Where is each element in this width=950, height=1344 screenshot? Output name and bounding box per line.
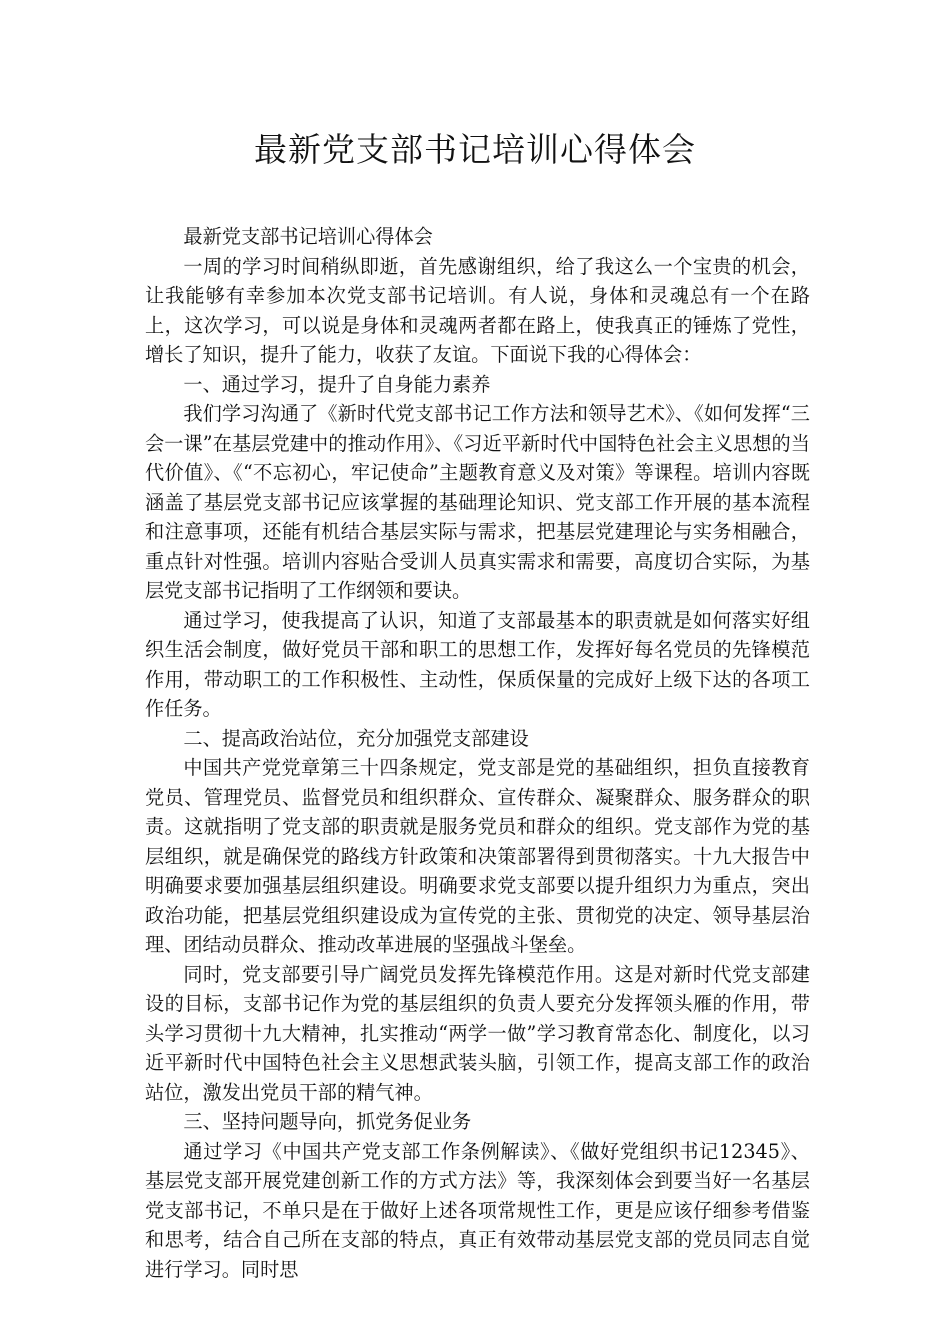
section-heading-1: 一、通过学习，提升了自身能力素养 bbox=[183, 372, 491, 396]
paragraph-courses: 我们学习沟通了《新时代党支部书记工作方法和领导艺术》、《如何发挥“三会一课”在基层党建中的推动作用》、《习近平新时代中国特色社会主义思想的当代价值》、《“不忘初心，牢记使命”主题教育意义及对策》等课程。培训内容既涵盖了基层党支部书记应该掌握的基础理论知识、党支部工作开展的基本流程和注意事项，还能有机结合基层实际与需求，把基层党建理论与实务相融合，重点针对性强。培训内容贴合受训人员真实需求和需要，高度切合实际，为基层党支部书记指明了工作纲领和要诀。 bbox=[145, 402, 810, 602]
document-title: 最新党支部书记培训心得体会 bbox=[254, 130, 696, 169]
document-body bbox=[145, 222, 810, 1284]
paragraph-subtitle: 最新党支部书记培训心得体会 bbox=[183, 225, 433, 248]
paragraph-vanguard-role: 同时，党支部要引导广阔党员发挥先锋模范作用。这是对新时代党支部建设的目标，支部书记作为党的基层组织的负责人要充分发挥领头雁的作用，带头学习贯彻十九大精神，扎实推动“两学一做”学习教育常态化、制度化，以习近平新时代中国特色社会主义思想武装头脑，引领工作，提高支部工作的政治站位，激发出党员干部的精气神。 bbox=[145, 962, 810, 1104]
section-heading-3: 三、坚持问题导向，抓党务促业务 bbox=[183, 1110, 472, 1133]
paragraph-intro: 一周的学习时间稍纵即逝，首先感谢组织，给了我这么一个宝贵的机会，让我能够有幸参加本次党支部书记培训。有人说，身体和灵魂总有一个在路上，这次学习，可以说是身体和灵魂两者都在路上，使我真正的锤炼了党性，增长了知识，提升了能力，收获了友谊。下面说下我的心得体会： bbox=[145, 254, 810, 366]
paragraph-problem-oriented: 通过学习《中国共产党支部工作条例解读》、《做好党组织书记12345》、基层党支部开展党建创新工作的方式方法》等，我深刻体会到要当好一名基层党支部书记，不单只是在于做好上述各项常规性工作，更是应该仔细参考借鉴和思考，结合自己所在支部的特点，真正有效带动基层党支部的党员同志自觉进行学习。同时思 bbox=[145, 1139, 810, 1281]
paragraph-understanding: 通过学习，使我提高了认识，知道了支部最基本的职责就是如何落实好组织生活会制度，做好党员干部和职工的思想工作，发挥好每名党员的先锋模范作用，带动职工的工作积极性、主动性，保质保量的完成好上级下达的各项工作任务。 bbox=[145, 608, 810, 720]
paragraph-party-constitution: 中国共产党党章第三十四条规定，党支部是党的基础组织，担负直接教育党员、管理党员、监督党员和组织群众、宣传群众、凝聚群众、服务群众的职责。这就指明了党支部的职责就是服务党员和群众的组织。党支部作为党的基层组织，就是确保党的路线方针政策和决策部署得到贯彻落实。十九大报告中明确要求要加强基层组织建设。明确要求党支部要以提升组织力为重点，突出政治功能，把基层党组织建设成为宣传党的主张、贯彻党的决定、领导基层治理、团结动员群众、推动改革进展的坚强战斗堡垒。 bbox=[145, 756, 810, 956]
section-heading-2: 二、提高政治站位，充分加强党支部建设 bbox=[183, 726, 529, 750]
